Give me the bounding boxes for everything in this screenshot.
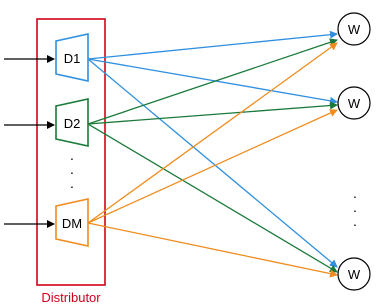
distributor-node-dm-label: DM — [61, 216, 83, 231]
distributor-ellipsis: . . . — [70, 147, 74, 191]
connection-dm-to-w2 — [88, 110, 337, 223]
connection-lines — [88, 34, 337, 275]
worker-node-2-label: W — [347, 96, 361, 111]
distributor-node-d2 — [56, 99, 88, 146]
distributor-node-d1 — [56, 34, 88, 81]
worker-node-2 — [338, 87, 370, 119]
distributor-node-d2-label: D2 — [63, 116, 81, 131]
connection-d2-to-w2 — [88, 105, 337, 124]
distributor-label: Distributor — [41, 290, 101, 305]
worker-node-1-label: W — [347, 22, 361, 37]
connection-d1-to-w1 — [88, 34, 337, 59]
connection-dm-to-w3 — [88, 223, 337, 275]
connection-dm-to-w1 — [88, 43, 337, 223]
connection-d2-to-w1 — [88, 40, 337, 124]
connection-d1-to-w2 — [88, 59, 337, 102]
distributor-node-d1-label: D1 — [63, 51, 81, 66]
worker-node-3-label: W — [347, 267, 361, 282]
distributor-node-dm — [56, 199, 88, 246]
connection-d2-to-w3 — [88, 124, 337, 272]
worker-ellipsis: . . . — [353, 185, 357, 229]
worker-node-1 — [338, 13, 370, 45]
connection-d1-to-w3 — [88, 59, 337, 267]
worker-node-3 — [338, 258, 370, 290]
